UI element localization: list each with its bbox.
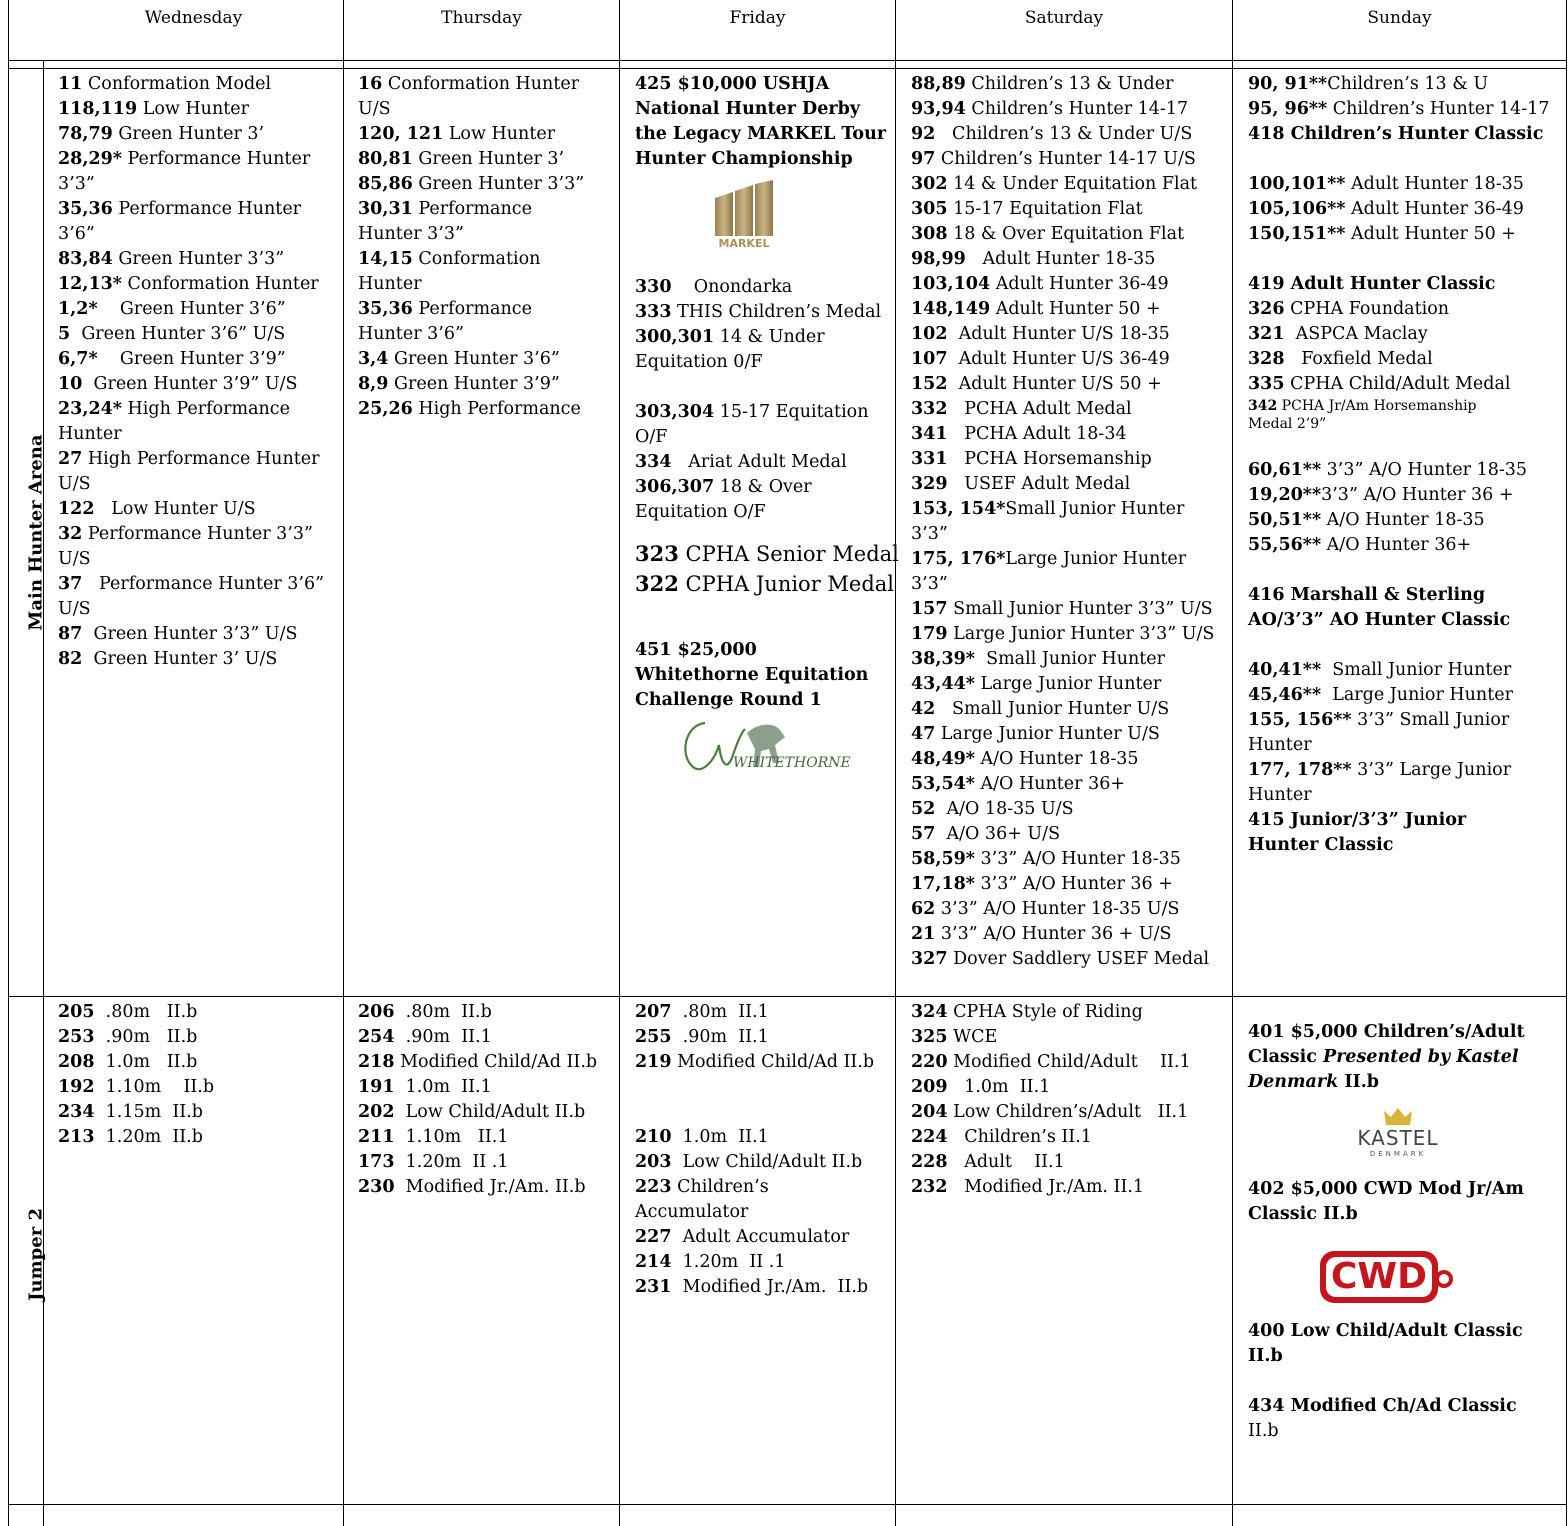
class-entry: 220 Modified Child/Adult II.1 xyxy=(911,1052,1191,1072)
hunter-thursday-column xyxy=(358,72,584,422)
class-entry: 16 Conformation Hunter xyxy=(358,74,580,94)
class-entry: 52 A/O 18-35 U/S xyxy=(911,799,1074,819)
class-entry: 254 .90m II.1 xyxy=(358,1027,492,1047)
class-entry: 92 Children’s 13 & Under U/S xyxy=(911,124,1193,144)
class-entry: 95, 96** Children’s Hunter 14-17 xyxy=(1248,99,1550,119)
class-entry: 48,49* A/O Hunter 18-35 xyxy=(911,749,1139,769)
class-entry: 228 Adult II.1 xyxy=(911,1152,1065,1172)
class-entry: 223 Children’s xyxy=(635,1177,769,1197)
class-entry: 150,151** Adult Hunter 50 + xyxy=(1248,224,1516,244)
class-entry: 45,46** Large Junior Hunter xyxy=(1248,685,1513,705)
class-entry: 335 CPHA Child/Adult Medal xyxy=(1248,374,1511,394)
grid-line xyxy=(1566,0,1567,1526)
row-label-main-hunter-arena: Main Hunter Arena xyxy=(25,434,47,631)
class-entry: 224 Children’s II.1 xyxy=(911,1127,1092,1147)
class-entry: 206 .80m II.b xyxy=(358,1002,492,1022)
class-entry: 28,29* Performance Hunter xyxy=(58,149,311,169)
kastel-logo-text: KASTEL xyxy=(1357,1126,1439,1150)
class-entry: 3,4 Green Hunter 3’6” xyxy=(358,349,560,369)
class-entry: 213 1.20m II.b xyxy=(58,1127,203,1147)
jumper-saturday-column xyxy=(911,1000,1191,1200)
class-entry: 17,18* 3’3” A/O Hunter 36 + xyxy=(911,874,1173,894)
class-entry: Accumulator xyxy=(635,1202,749,1222)
class-entry: Hunter xyxy=(358,274,422,294)
class-entry: 82 Green Hunter 3’ U/S xyxy=(58,649,278,669)
class-entry: 38,39* Small Junior Hunter xyxy=(911,649,1166,669)
class-entry: 30,31 Performance xyxy=(358,199,532,219)
class-entry: 219 Modified Child/Ad II.b xyxy=(635,1052,875,1072)
class-entry: 5 Green Hunter 3’6” U/S xyxy=(58,324,286,344)
class-entry: 10 Green Hunter 3’9” U/S xyxy=(58,374,298,394)
class-entry: U/S xyxy=(358,99,391,119)
class-entry: U/S xyxy=(58,474,91,494)
class-entry: 58,59* 3’3” A/O Hunter 18-35 xyxy=(911,849,1181,869)
header-sunday: Sunday xyxy=(1367,8,1432,28)
class-entry: 107 Adult Hunter U/S 36-49 xyxy=(911,349,1170,369)
class-entry: 57 A/O 36+ U/S xyxy=(911,824,1061,844)
class-434: 434 Modified Ch/Ad Classic II.b xyxy=(1248,1396,1517,1441)
class-entry: 103,104 Adult Hunter 36-49 xyxy=(911,274,1169,294)
grid-line xyxy=(1232,0,1233,1526)
class-entry: 37 Performance Hunter 3’6” xyxy=(58,574,325,594)
class-entry: 100,101** Adult Hunter 18-35 xyxy=(1248,174,1524,194)
row-label-jumper-2: Jumper 2 xyxy=(25,1208,47,1301)
class-entry: Equitation O/F xyxy=(635,502,766,522)
class-entry: 152 Adult Hunter U/S 50 + xyxy=(911,374,1162,394)
class-entry: Hunter xyxy=(1248,785,1312,805)
class-entry: 102 Adult Hunter U/S 18-35 xyxy=(911,324,1170,344)
class-418: 418 Children’s Hunter Classic xyxy=(1248,124,1544,144)
grid-line xyxy=(343,0,344,1526)
class-entry: 32 Performance Hunter 3’3” xyxy=(58,524,313,544)
class-entry: 14,15 Conformation xyxy=(358,249,541,269)
class-entry: 326 CPHA Foundation xyxy=(1248,299,1450,319)
class-entry: 321 ASPCA Maclay xyxy=(1248,324,1428,344)
class-entry: O/F xyxy=(635,427,668,447)
class-entry: 300,301 14 & Under xyxy=(635,327,825,347)
hunter-sunday-column xyxy=(1248,72,1550,858)
class-entry: 191 1.0m II.1 xyxy=(358,1077,492,1097)
grid-line xyxy=(8,68,1567,69)
class-entry: 322 CPHA Junior Medal xyxy=(635,571,895,596)
class-entry: 334 Ariat Adult Medal xyxy=(635,452,847,472)
class-entry: 43,44* Large Junior Hunter xyxy=(911,674,1162,694)
class-entry: 325 WCE xyxy=(911,1027,998,1047)
class-entry: 6,7* Green Hunter 3’9” xyxy=(58,349,286,369)
class-entry: 35,36 Performance xyxy=(358,299,532,319)
class-entry: 83,84 Green Hunter 3’3” xyxy=(58,249,285,269)
class-entry: 155, 156** 3’3” Small Junior xyxy=(1248,710,1510,730)
class-entry: Hunter xyxy=(1248,735,1312,755)
class-entry: 253 .90m II.b xyxy=(58,1027,198,1047)
class-entry: 25,26 High Performance xyxy=(358,399,581,419)
class-entry: 97 Children’s Hunter 14-17 U/S xyxy=(911,149,1196,169)
markel-logo-text: MARKEL xyxy=(718,237,770,250)
kastel-logo-subtext: DENMARK xyxy=(1369,1150,1427,1158)
class-416: 416 Marshall & Sterling AO/3’3” AO Hunter Classic xyxy=(1248,585,1511,630)
class-400: 400 Low Child/Adult Classic II.b xyxy=(1248,1321,1523,1366)
class-entry: 40,41** Small Junior Hunter xyxy=(1248,660,1512,680)
jumper-friday-column xyxy=(635,1000,874,1300)
hunter-wednesday-column xyxy=(58,72,324,672)
cwd-logo-text: CWD xyxy=(1330,1256,1427,1297)
class-entry: 211 1.10m II.1 xyxy=(358,1127,509,1147)
header-saturday: Saturday xyxy=(1024,8,1104,28)
class-entry: 35,36 Performance Hunter xyxy=(58,199,302,219)
class-entry: 3’6” xyxy=(58,224,95,244)
class-entry: 330 Onondarka xyxy=(635,277,793,297)
class-entry: 78,79 Green Hunter 3’ xyxy=(58,124,265,144)
class-entry: 80,81 Green Hunter 3’ xyxy=(358,149,565,169)
class-entry: 3’3” xyxy=(911,524,948,544)
class-entry: 8,9 Green Hunter 3’9” xyxy=(358,374,560,394)
class-342: 342 PCHA Jr/Am Horsemanship Medal 2’9” xyxy=(1248,398,1477,432)
class-entry: 27 High Performance Hunter xyxy=(58,449,320,469)
class-entry: 3’3” xyxy=(911,574,948,594)
class-entry: 157 Small Junior Hunter 3’3” U/S xyxy=(911,599,1213,619)
header-wednesday: Wednesday xyxy=(144,8,243,28)
class-entry: 19,20**3’3” A/O Hunter 36 + xyxy=(1248,485,1514,505)
class-entry: 60,61** 3’3” A/O Hunter 18-35 xyxy=(1248,460,1528,480)
class-entry: 12,13* Conformation Hunter xyxy=(58,274,319,294)
class-entry: 323 CPHA Senior Medal xyxy=(635,541,899,566)
cwd-logo xyxy=(1318,1249,1458,1305)
class-entry: 306,307 18 & Over xyxy=(635,477,812,497)
class-entry: 205 .80m II.b xyxy=(58,1002,198,1022)
class-entry: 227 Adult Accumulator xyxy=(635,1227,850,1247)
grid-line xyxy=(8,0,9,1526)
class-entry: 93,94 Children’s Hunter 14-17 xyxy=(911,99,1189,119)
class-entry: 192 1.10m II.b xyxy=(58,1077,215,1097)
class-entry: 42 Small Junior Hunter U/S xyxy=(911,699,1170,719)
class-entry: 85,86 Green Hunter 3’3” xyxy=(358,174,585,194)
class-entry: 1,2* Green Hunter 3’6” xyxy=(58,299,286,319)
class-entry: 204 Low Children’s/Adult II.1 xyxy=(911,1102,1189,1122)
class-entry: 234 1.15m II.b xyxy=(58,1102,203,1122)
header-friday: Friday xyxy=(729,8,786,28)
class-entry: Hunter xyxy=(58,424,122,444)
class-entry: 331 PCHA Horsemanship xyxy=(911,449,1152,469)
whitethorne-logo xyxy=(675,715,851,783)
class-entry: 55,56** A/O Hunter 36+ xyxy=(1248,535,1472,555)
class-402: 402 $5,000 CWD Mod Jr/Am Classic II.b xyxy=(1248,1179,1524,1224)
class-entry: 62 3’3” A/O Hunter 18-35 U/S xyxy=(911,899,1180,919)
class-entry: 302 14 & Under Equitation Flat xyxy=(911,174,1198,194)
class-entry: 230 Modified Jr./Am. II.b xyxy=(358,1177,586,1197)
grid-line xyxy=(8,1504,1567,1505)
grid-line xyxy=(619,0,620,1526)
class-entry: 208 1.0m II.b xyxy=(58,1052,198,1072)
class-entry: 333 THIS Children’s Medal xyxy=(635,302,882,322)
class-entry: 303,304 15-17 Equitation xyxy=(635,402,869,422)
class-entry: 328 Foxfield Medal xyxy=(1248,349,1433,369)
class-entry: 327 Dover Saddlery USEF Medal xyxy=(911,949,1210,969)
class-entry: 23,24* High Performance xyxy=(58,399,290,419)
class-entry: 90, 91**Children’s 13 & U xyxy=(1248,74,1489,94)
class-entry: 118,119 Low Hunter xyxy=(58,99,249,119)
class-entry: 21 3’3” A/O Hunter 36 + U/S xyxy=(911,924,1172,944)
class-entry: 3’3” xyxy=(58,174,95,194)
class-entry: 210 1.0m II.1 xyxy=(635,1127,769,1147)
class-entry: U/S xyxy=(58,599,91,619)
class-entry: 214 1.20m II .1 xyxy=(635,1252,786,1272)
hunter-friday-column xyxy=(635,72,899,783)
grid-line xyxy=(8,996,1567,997)
class-entry: 175, 176*Large Junior Hunter xyxy=(911,549,1187,569)
class-entry: 87 Green Hunter 3’3” U/S xyxy=(58,624,298,644)
kastel-logo xyxy=(1348,1105,1448,1163)
jumper-thursday-column xyxy=(358,1000,597,1200)
class-entry: 153, 154*Small Junior Hunter xyxy=(911,499,1185,519)
class-entry: 231 Modified Jr./Am. II.b xyxy=(635,1277,869,1297)
class-entry: 11 Conformation Model xyxy=(58,74,272,94)
class-entry: Hunter 3’6” xyxy=(358,324,464,344)
class-entry: 209 1.0m II.1 xyxy=(911,1077,1051,1097)
class-entry: 148,149 Adult Hunter 50 + xyxy=(911,299,1161,319)
class-entry: 122 Low Hunter U/S xyxy=(58,499,256,519)
class-entry: 88,89 Children’s 13 & Under xyxy=(911,74,1174,94)
class-entry: Equitation 0/F xyxy=(635,352,763,372)
whitethorne-logo-text: WHITETHORNE xyxy=(733,755,851,771)
header-thursday: Thursday xyxy=(441,8,522,28)
class-entry: 324 CPHA Style of Riding xyxy=(911,1002,1143,1022)
class-415: 415 Junior/3’3” Junior Hunter Classic xyxy=(1248,810,1467,855)
class-entry: 173 1.20m II .1 xyxy=(358,1152,509,1172)
class-entry: 341 PCHA Adult 18-34 xyxy=(911,424,1127,444)
class-entry: 120, 121 Low Hunter xyxy=(358,124,556,144)
class-entry: Hunter 3’3” xyxy=(358,224,464,244)
grid-line xyxy=(8,60,1567,61)
class-entry: 47 Large Junior Hunter U/S xyxy=(911,724,1160,744)
class-entry: 232 Modified Jr./Am. II.1 xyxy=(911,1177,1145,1197)
class-entry: 177, 178** 3’3” Large Junior xyxy=(1248,760,1512,780)
jumper-wednesday-column xyxy=(58,1000,214,1150)
class-entry: 332 PCHA Adult Medal xyxy=(911,399,1132,419)
class-entry: 50,51** A/O Hunter 18-35 xyxy=(1248,510,1485,530)
class-entry: 255 .90m II.1 xyxy=(635,1027,769,1047)
class-entry: 308 18 & Over Equitation Flat xyxy=(911,224,1185,244)
hunter-saturday-column xyxy=(911,72,1214,972)
class-entry: 98,99 Adult Hunter 18-35 xyxy=(911,249,1156,269)
class-entry: 105,106** Adult Hunter 36-49 xyxy=(1248,199,1524,219)
class-401: 401 $5,000 Children’s/Adult Classic Presented by Kastel Denmark II.b xyxy=(1248,1022,1525,1092)
class-entry: 207 .80m II.1 xyxy=(635,1002,769,1022)
class-419: 419 Adult Hunter Classic xyxy=(1248,274,1496,294)
derby-title: 425 $10,000 USHJA National Hunter Derby the Legacy MARKEL Tour Hunter Championship xyxy=(635,74,887,169)
class-entry: 202 Low Child/Adult II.b xyxy=(358,1102,586,1122)
jumper-sunday-column xyxy=(1248,1020,1525,1444)
class-entry: 53,54* A/O Hunter 36+ xyxy=(911,774,1126,794)
whitethorne-challenge-title: 451 $25,000 Whitethorne Equitation Challenge Round 1 xyxy=(635,640,869,710)
class-entry: 218 Modified Child/Ad II.b xyxy=(358,1052,598,1072)
class-entry: 203 Low Child/Adult II.b xyxy=(635,1152,863,1172)
class-entry: 329 USEF Adult Medal xyxy=(911,474,1131,494)
class-entry: 179 Large Junior Hunter 3’3” U/S xyxy=(911,624,1215,644)
markel-logo xyxy=(713,180,775,250)
class-entry: 305 15-17 Equitation Flat xyxy=(911,199,1143,219)
class-entry: U/S xyxy=(58,549,91,569)
